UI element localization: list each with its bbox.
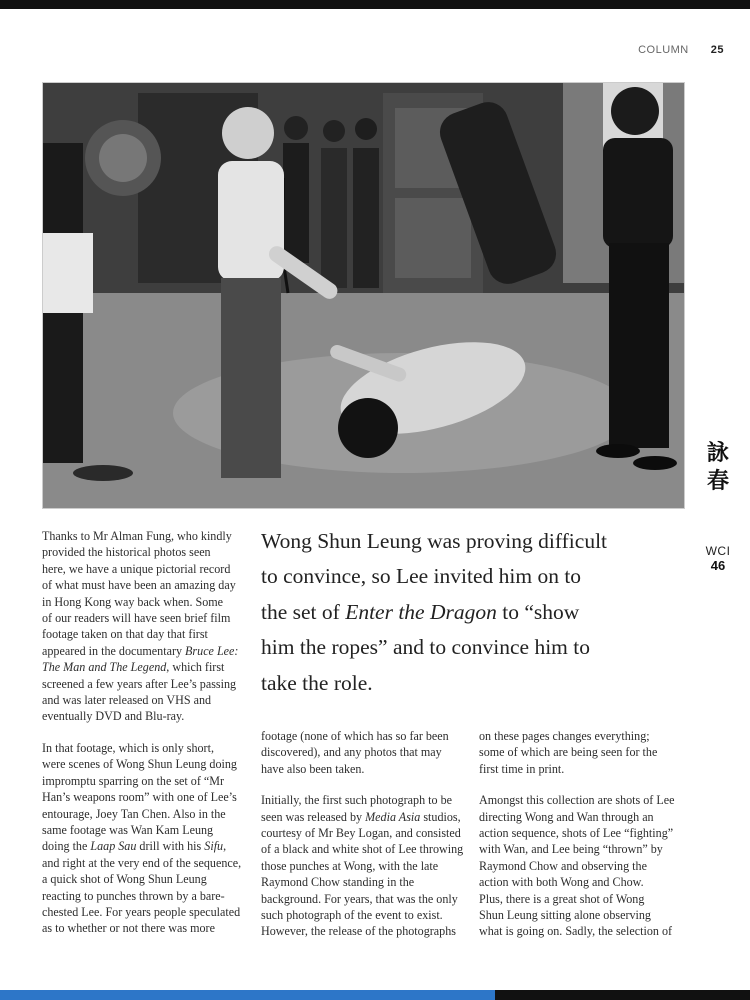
issue-number: 46 <box>710 558 726 573</box>
text-line: same footage was Wan Kam Leung <box>42 822 214 837</box>
pull-quote-line: Wong Shun Leung was proving difficult <box>261 529 608 553</box>
paragraph <box>479 792 689 940</box>
wing-chun-logo-char-1: 詠 <box>706 441 729 466</box>
text-line: were scenes of Wong Shun Leung doing <box>42 757 237 772</box>
text-line: background. For years, that was the only <box>261 891 458 906</box>
text-line: of a black and white shot of Lee throwing <box>261 842 464 857</box>
text-line: what is going on. Sadly, the selection of <box>479 924 673 939</box>
paragraph <box>261 792 471 940</box>
text-line: footage (none of which has so far been <box>261 729 449 743</box>
paragraph <box>479 728 689 777</box>
text-line: Han’s weapons room” with one of Lee’s <box>42 790 237 805</box>
text-line: as to whether or not there was more <box>42 921 215 936</box>
text-line: appeared in the documentary Bruce Lee: <box>42 643 239 658</box>
section-label: COLUMN <box>638 44 689 56</box>
text-line: provided the historical photos seen <box>42 545 211 560</box>
body-column-1 <box>42 528 248 952</box>
text-line: and was later released on VHS and <box>42 693 212 708</box>
body-column-2 <box>261 728 471 955</box>
wing-chun-logo-char-2: 春 <box>706 469 729 494</box>
text-line: a quick shot of Wong Shun Leung <box>42 872 207 887</box>
text-line: some of which are being seen for the <box>479 745 658 760</box>
pull-quote <box>261 524 681 701</box>
text-line: have also been taken. <box>261 761 365 776</box>
text-line: directing Wong and Wan through an <box>479 809 654 824</box>
text-line: action sequence, shots of Lee “fighting” <box>479 826 674 841</box>
text-line: The Man and The Legend, which first <box>42 660 225 675</box>
text-line: of what must have been an amazing day <box>42 578 236 593</box>
pull-quote-line: the set of Enter the Dragon to “show <box>261 599 580 624</box>
photo-icon <box>43 83 684 508</box>
text-line: Raymond Chow and observing the <box>479 858 647 873</box>
magazine-logo <box>696 440 740 573</box>
text-line: here, we have a unique pictorial record <box>42 561 231 576</box>
archival-photo <box>42 82 685 509</box>
text-line: Amongst this collection are shots of Lee <box>479 793 675 808</box>
text-line: in Hong Kong way back when. Some <box>42 594 224 609</box>
text-line: and right at the very end of the sequence, <box>42 855 242 870</box>
text-line: chested Lee. For years people speculated <box>42 904 241 919</box>
text-line: However, the release of the photographs <box>261 924 456 939</box>
magazine-abbrev: WCI <box>705 544 731 558</box>
text-line: entourage, Joey Tan Chen. Also in the <box>42 806 226 821</box>
text-line: of our readers will have seen brief film <box>42 611 231 626</box>
text-line: footage taken on that day that first <box>42 627 208 642</box>
text-line: Initially, the first such photograph to be <box>261 793 452 808</box>
text-line: Raymond Chow standing in the <box>261 875 415 890</box>
pull-quote-line: to convince, so Lee invited him on to <box>261 564 582 589</box>
text-line: such photograph of the event to exist. <box>261 908 443 923</box>
text-line: eventually DVD and Blu-ray. <box>42 709 185 724</box>
text-line: Plus, there is a great shot of Wong <box>479 891 645 906</box>
text-line: those punches at Wong, with the late <box>261 858 439 873</box>
top-status-bar <box>0 0 750 9</box>
reading-progress-fill <box>0 990 495 1000</box>
text-line: action with both Wong and Chow. <box>479 875 644 890</box>
paragraph <box>42 528 248 725</box>
text-line: seen was released by Media Asia studios, <box>261 809 461 824</box>
body-column-3 <box>479 728 689 955</box>
text-line: first time in print. <box>479 761 565 776</box>
running-header <box>638 44 724 56</box>
text-line: reacting to punches thrown by a bare- <box>42 888 225 903</box>
text-line: with Wan, and Lee being “thrown” by <box>479 842 663 857</box>
pull-quote-line: take the role. <box>261 670 373 695</box>
reading-progress-bar[interactable] <box>0 990 750 1000</box>
text-line: courtesy of Mr Bey Logan, and consisted <box>261 826 461 841</box>
text-line: Thanks to Mr Alman Fung, who kindly <box>42 529 232 543</box>
text-line: doing the Laap Sau drill with his Sifu, <box>42 839 227 854</box>
text-line: Shun Leung sitting alone observing <box>479 908 651 923</box>
paragraph <box>42 740 248 937</box>
text-line: on these pages changes everything; <box>479 729 650 743</box>
page-number: 25 <box>710 44 724 56</box>
text-line: discovered), and any photos that may <box>261 745 442 760</box>
text-line: screened a few years after Lee’s passing <box>42 676 237 691</box>
text-line: impromptu sparring on the set of “Mr <box>42 773 225 788</box>
pull-quote-line: him the ropes” and to convince him to <box>261 635 590 660</box>
text-line: In that footage, which is only short, <box>42 740 214 755</box>
paragraph <box>261 728 471 777</box>
